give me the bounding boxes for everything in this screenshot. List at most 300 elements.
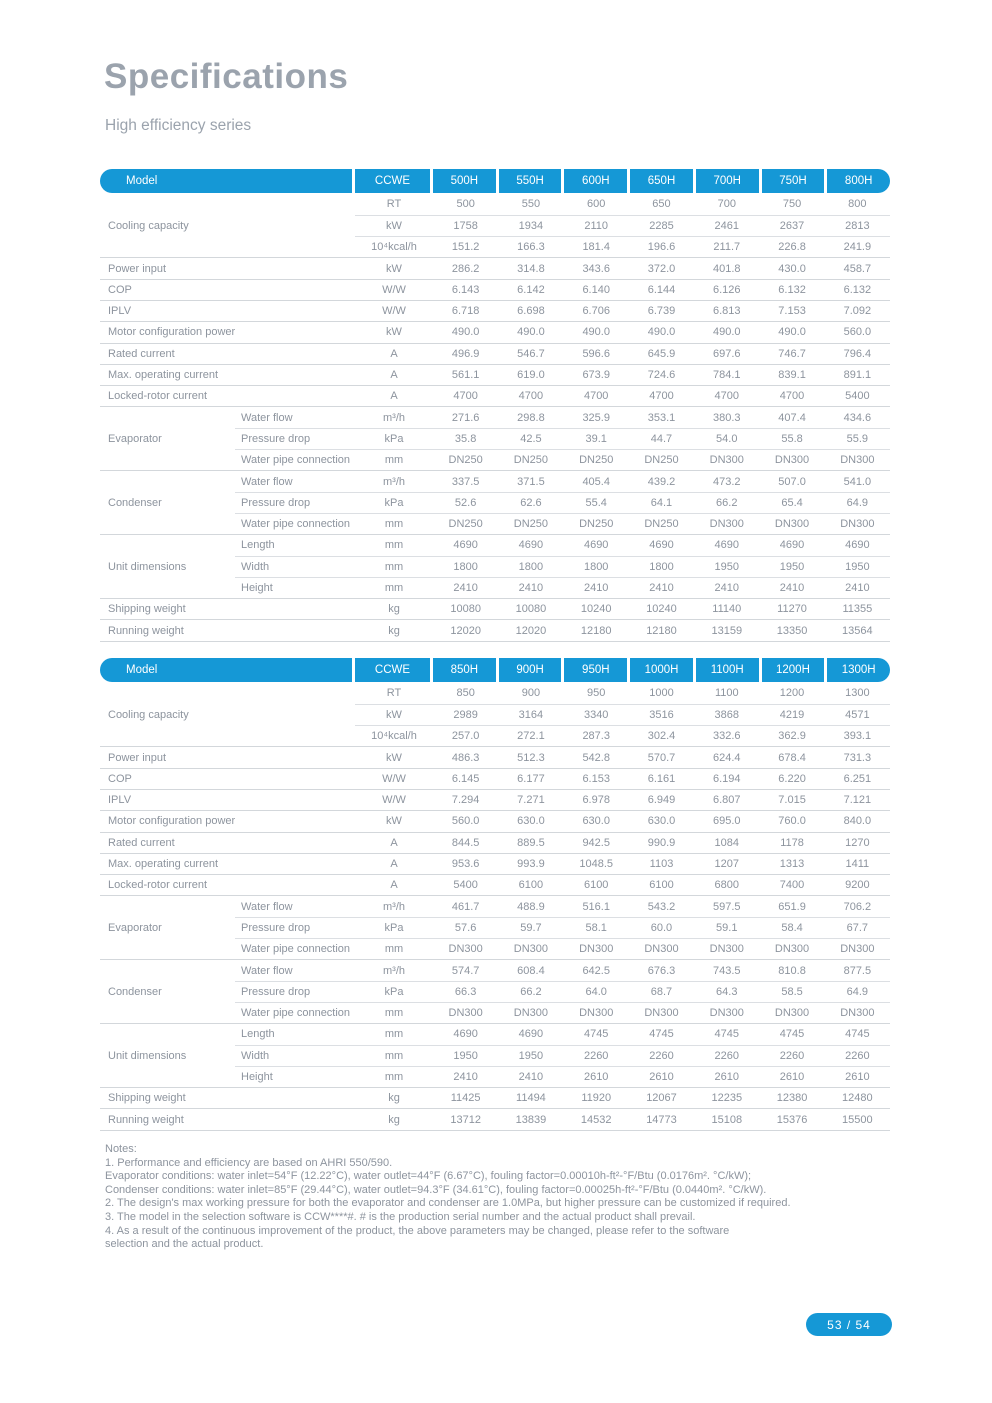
value-cell: 560.0 [433,811,498,832]
value-cell: DN300 [564,1002,629,1023]
value-cell: 6.144 [629,279,694,300]
value-cell: 678.4 [759,747,824,768]
value-cell: 574.7 [433,960,498,981]
value-cell: 6.706 [564,300,629,321]
page-title: Specifications [104,57,349,96]
row-label: Power input [100,747,355,768]
row-label: Locked-rotor current [100,875,355,896]
unit-cell: A [355,343,433,364]
value-cell: DN300 [759,450,824,471]
value-cell: 673.9 [564,364,629,385]
value-cell: 4745 [759,1024,824,1045]
value-cell: 12235 [694,1088,759,1109]
value-cell: 66.3 [433,981,498,1002]
row-label: Rated current [100,343,355,364]
value-cell: 12180 [564,620,629,641]
value-cell: 15108 [694,1109,759,1130]
column-header-cell: 1100H [696,658,759,682]
row-sublabel: Water flow [235,960,355,981]
value-cell: 4690 [694,535,759,556]
unit-cell: m³/h [355,960,433,981]
table-header [100,169,890,193]
value-cell: 6.698 [498,300,563,321]
value-cell: 372.0 [629,258,694,279]
value-cell: 337.5 [433,471,498,492]
table-row [100,407,890,428]
value-cell: DN300 [629,1002,694,1023]
value-cell: 1313 [759,853,824,874]
series-header-cell: CCWE [355,169,430,193]
value-cell: 796.4 [825,343,890,364]
row-sublabel: Water flow [235,896,355,917]
unit-cell: W/W [355,789,433,810]
row-sublabel: Width [235,1045,355,1066]
value-cell: 561.1 [433,364,498,385]
row-label: Evaporator [100,407,235,471]
value-cell: 6.140 [564,279,629,300]
unit-cell: m³/h [355,407,433,428]
value-cell: 3868 [694,704,759,725]
unit-cell: mm [355,1045,433,1066]
unit-cell: mm [355,577,433,598]
value-cell: 1950 [498,1045,563,1066]
column-header-cell: 600H [564,169,627,193]
value-cell: 6.220 [759,768,824,789]
value-cell: 13564 [825,620,890,641]
value-cell: DN300 [825,450,890,471]
value-cell: 4690 [433,535,498,556]
value-cell: 2410 [629,577,694,598]
value-cell: 302.4 [629,726,694,747]
value-cell: 488.9 [498,896,563,917]
value-cell: 271.6 [433,407,498,428]
value-cell: 7.294 [433,789,498,810]
value-cell: 4219 [759,704,824,725]
unit-cell: mm [355,556,433,577]
unit-cell: kW [355,322,433,343]
table-row [100,768,890,789]
value-cell: 196.6 [629,237,694,258]
table-row [100,364,890,385]
value-cell: 55.8 [759,428,824,449]
value-cell: 900 [498,683,563,704]
value-cell: 11140 [694,599,759,620]
value-cell: 1178 [759,832,824,853]
value-cell: 993.9 [498,853,563,874]
row-label: Condenser [100,960,235,1024]
value-cell: 4690 [498,535,563,556]
value-cell: DN300 [498,1002,563,1023]
table-row [100,896,890,917]
value-cell: 65.4 [759,492,824,513]
value-cell: 58.4 [759,917,824,938]
value-cell: 2410 [498,1066,563,1087]
unit-cell: RT [355,683,433,704]
value-cell: 2610 [629,1066,694,1087]
value-cell: 2260 [694,1045,759,1066]
value-cell: 12020 [498,620,563,641]
value-cell: 226.8 [759,237,824,258]
value-cell: 6.143 [433,279,498,300]
value-cell: 1300 [825,683,890,704]
value-cell: DN300 [759,939,824,960]
value-cell: 52.6 [433,492,498,513]
row-label: Motor configuration power [100,322,355,343]
value-cell: 596.6 [564,343,629,364]
row-sublabel: Width [235,556,355,577]
value-cell: 287.3 [564,726,629,747]
value-cell: DN250 [564,450,629,471]
value-cell: 1800 [564,556,629,577]
value-cell: 166.3 [498,237,563,258]
value-cell: 490.0 [498,322,563,343]
value-cell: 64.3 [694,981,759,1002]
value-cell: 490.0 [564,322,629,343]
value-cell: 6.142 [498,279,563,300]
model-header-cell: Model [100,658,352,682]
value-cell: 59.1 [694,917,759,938]
unit-cell: kg [355,1088,433,1109]
column-header-cell: 750H [762,169,825,193]
unit-cell: kPa [355,492,433,513]
value-cell: 630.0 [629,811,694,832]
unit-cell: m³/h [355,471,433,492]
value-cell: 62.6 [498,492,563,513]
row-label: Locked-rotor current [100,386,355,407]
value-cell: 1411 [825,853,890,874]
value-cell: 4745 [825,1024,890,1045]
value-cell: 10240 [629,599,694,620]
value-cell: 1800 [498,556,563,577]
value-cell: 151.2 [433,237,498,258]
value-cell: 68.7 [629,981,694,1002]
value-cell: 461.7 [433,896,498,917]
value-cell: 840.0 [825,811,890,832]
value-cell: 6.718 [433,300,498,321]
value-cell: 697.6 [694,343,759,364]
value-cell: 2410 [694,577,759,598]
column-header-cell: 900H [499,658,562,682]
table-row [100,258,890,279]
value-cell: 850 [433,683,498,704]
row-sublabel: Height [235,577,355,598]
value-cell: 650 [629,194,694,215]
value-cell: 393.1 [825,726,890,747]
value-cell: DN300 [694,450,759,471]
table-row [100,471,890,492]
value-cell: DN250 [498,513,563,534]
value-cell: 66.2 [498,981,563,1002]
value-cell: 7.121 [825,789,890,810]
value-cell: DN300 [433,939,498,960]
table-row [100,960,890,981]
value-cell: 11355 [825,599,890,620]
value-cell: 11494 [498,1088,563,1109]
value-cell: 6.949 [629,789,694,810]
value-cell: 9200 [825,875,890,896]
value-cell: 15376 [759,1109,824,1130]
value-cell: 2260 [759,1045,824,1066]
value-cell: 298.8 [498,407,563,428]
table-row [100,875,890,896]
value-cell: 490.0 [694,322,759,343]
row-label: Cooling capacity [100,683,355,747]
value-cell: 1800 [629,556,694,577]
value-cell: 14532 [564,1109,629,1130]
value-cell: 44.7 [629,428,694,449]
value-cell: 15500 [825,1109,890,1130]
value-cell: 6.161 [629,768,694,789]
value-cell: 286.2 [433,258,498,279]
value-cell: 12480 [825,1088,890,1109]
value-cell: 473.2 [694,471,759,492]
value-cell: 5400 [825,386,890,407]
row-label: Rated current [100,832,355,853]
unit-cell: A [355,875,433,896]
table-row [100,1088,890,1109]
value-cell: 839.1 [759,364,824,385]
value-cell: 810.8 [759,960,824,981]
value-cell: 325.9 [564,407,629,428]
note-line: 4. As a result of the continuous improvement of the product, the above parameters may be changed, please refer to the software [105,1224,730,1237]
value-cell: 57.6 [433,917,498,938]
value-cell: 6.813 [694,300,759,321]
table-row [100,599,890,620]
value-cell: 486.3 [433,747,498,768]
value-cell: 401.8 [694,258,759,279]
value-cell: DN300 [564,939,629,960]
unit-cell: kW [355,258,433,279]
notes-heading: Notes: [105,1143,137,1155]
value-cell: 724.6 [629,364,694,385]
value-cell: 6800 [694,875,759,896]
value-cell: 700 [694,194,759,215]
value-cell: 950 [564,683,629,704]
value-cell: 550 [498,194,563,215]
table-row [100,683,890,704]
value-cell: 12067 [629,1088,694,1109]
value-cell: 66.2 [694,492,759,513]
value-cell: 6100 [564,875,629,896]
row-sublabel: Pressure drop [235,428,355,449]
value-cell: 2610 [694,1066,759,1087]
row-sublabel: Pressure drop [235,981,355,1002]
value-cell: 2610 [564,1066,629,1087]
value-cell: 64.0 [564,981,629,1002]
value-cell: 1103 [629,853,694,874]
value-cell: 2410 [498,577,563,598]
row-sublabel: Length [235,535,355,556]
value-cell: 516.1 [564,896,629,917]
unit-cell: mm [355,450,433,471]
unit-cell: kW [355,811,433,832]
row-label: Unit dimensions [100,1024,235,1088]
page-subtitle: High efficiency series [105,117,252,134]
value-cell: 953.6 [433,853,498,874]
value-cell: 6.739 [629,300,694,321]
value-cell: 6.145 [433,768,498,789]
row-sublabel: Water pipe connection [235,1002,355,1023]
value-cell: DN300 [759,1002,824,1023]
unit-cell: A [355,853,433,874]
value-cell: DN300 [629,939,694,960]
table-row [100,853,890,874]
table-row [100,1024,890,1045]
unit-cell: mm [355,939,433,960]
value-cell: 2461 [694,215,759,236]
value-cell: 541.0 [825,471,890,492]
value-cell: 39.1 [564,428,629,449]
unit-cell: A [355,386,433,407]
value-cell: 760.0 [759,811,824,832]
value-cell: DN300 [825,939,890,960]
value-cell: 3164 [498,704,563,725]
unit-cell: kPa [355,917,433,938]
value-cell: 13159 [694,620,759,641]
unit-cell: mm [355,513,433,534]
series-header-cell: CCWE [355,658,430,682]
row-label: IPLV [100,300,355,321]
value-cell: 13712 [433,1109,498,1130]
value-cell: 1000 [629,683,694,704]
unit-cell: mm [355,1066,433,1087]
value-cell: 1950 [825,556,890,577]
value-cell: 490.0 [433,322,498,343]
page-number-badge: 53 / 54 [806,1313,892,1336]
value-cell: 1950 [694,556,759,577]
column-header-cell: 1000H [630,658,693,682]
value-cell: 877.5 [825,960,890,981]
table-row [100,386,890,407]
value-cell: 2989 [433,704,498,725]
value-cell: 4700 [759,386,824,407]
value-cell: 4700 [498,386,563,407]
column-header-cell: 700H [696,169,759,193]
value-cell: 42.5 [498,428,563,449]
value-cell: 12020 [433,620,498,641]
row-label: Shipping weight [100,1088,355,1109]
value-cell: 6.132 [825,279,890,300]
value-cell: 4690 [498,1024,563,1045]
value-cell: 4700 [694,386,759,407]
row-label: Cooling capacity [100,194,355,258]
value-cell: 1200 [759,683,824,704]
spec-table-grid [100,683,890,1131]
value-cell: 1950 [433,1045,498,1066]
value-cell: 181.4 [564,237,629,258]
value-cell: 4690 [825,535,890,556]
value-cell: 608.4 [498,960,563,981]
value-cell: 2285 [629,215,694,236]
value-cell: 380.3 [694,407,759,428]
value-cell: 241.9 [825,237,890,258]
value-cell: DN250 [629,450,694,471]
value-cell: 750 [759,194,824,215]
value-cell: 4745 [629,1024,694,1045]
unit-cell: W/W [355,279,433,300]
unit-cell: W/W [355,300,433,321]
value-cell: 800 [825,194,890,215]
value-cell: 14773 [629,1109,694,1130]
value-cell: 844.5 [433,832,498,853]
value-cell: 2610 [825,1066,890,1087]
note-line: Condenser conditions: water inlet=85°F (29.44°C), water outlet=94.3°F (34.61°C), fouling factor=0.00025h-ft²-°F/Btu (0.0440m². °C/kW). [105,1183,767,1196]
value-cell: 353.1 [629,407,694,428]
value-cell: 1084 [694,832,759,853]
value-cell: 2260 [825,1045,890,1066]
value-cell: DN300 [694,1002,759,1023]
column-header-cell: 1300H [827,658,890,682]
row-sublabel: Water flow [235,407,355,428]
value-cell: 58.1 [564,917,629,938]
table-row [100,832,890,853]
table-row [100,620,890,641]
value-cell: DN250 [498,450,563,471]
table-row [100,1109,890,1130]
value-cell: 6.251 [825,768,890,789]
value-cell: 7.092 [825,300,890,321]
value-cell: 731.3 [825,747,890,768]
value-cell: 1048.5 [564,853,629,874]
value-cell: DN250 [433,450,498,471]
column-header-cell: 550H [499,169,562,193]
value-cell: 630.0 [564,811,629,832]
value-cell: DN300 [694,939,759,960]
value-cell: 676.3 [629,960,694,981]
row-sublabel: Length [235,1024,355,1045]
value-cell: 4745 [564,1024,629,1045]
value-cell: 2110 [564,215,629,236]
value-cell: 35.8 [433,428,498,449]
value-cell: 645.9 [629,343,694,364]
value-cell: 4690 [564,535,629,556]
value-cell: 500 [433,194,498,215]
table-row [100,747,890,768]
unit-cell: kPa [355,981,433,1002]
value-cell: 3516 [629,704,694,725]
value-cell: 1950 [759,556,824,577]
value-cell: 651.9 [759,896,824,917]
value-cell: 6.132 [759,279,824,300]
unit-cell: A [355,832,433,853]
value-cell: 1800 [433,556,498,577]
value-cell: 624.4 [694,747,759,768]
row-label: Unit dimensions [100,535,235,599]
row-label: Evaporator [100,896,235,960]
column-header-cell: 1200H [762,658,825,682]
value-cell: DN300 [433,1002,498,1023]
value-cell: 4690 [433,1024,498,1045]
value-cell: 55.4 [564,492,629,513]
value-cell: 1758 [433,215,498,236]
value-cell: 67.7 [825,917,890,938]
value-cell: DN300 [759,513,824,534]
unit-cell: kW [355,215,433,236]
table-row [100,300,890,321]
note-line: 1. Performance and efficiency are based on AHRI 550/590. [105,1156,393,1169]
value-cell: 496.9 [433,343,498,364]
row-label: Shipping weight [100,599,355,620]
value-cell: 706.2 [825,896,890,917]
row-sublabel: Water pipe connection [235,450,355,471]
value-cell: 55.9 [825,428,890,449]
row-label: Running weight [100,1109,355,1130]
value-cell: 59.7 [498,917,563,938]
value-cell: 12180 [629,620,694,641]
value-cell: 2410 [825,577,890,598]
row-label: Condenser [100,471,235,535]
value-cell: 430.0 [759,258,824,279]
